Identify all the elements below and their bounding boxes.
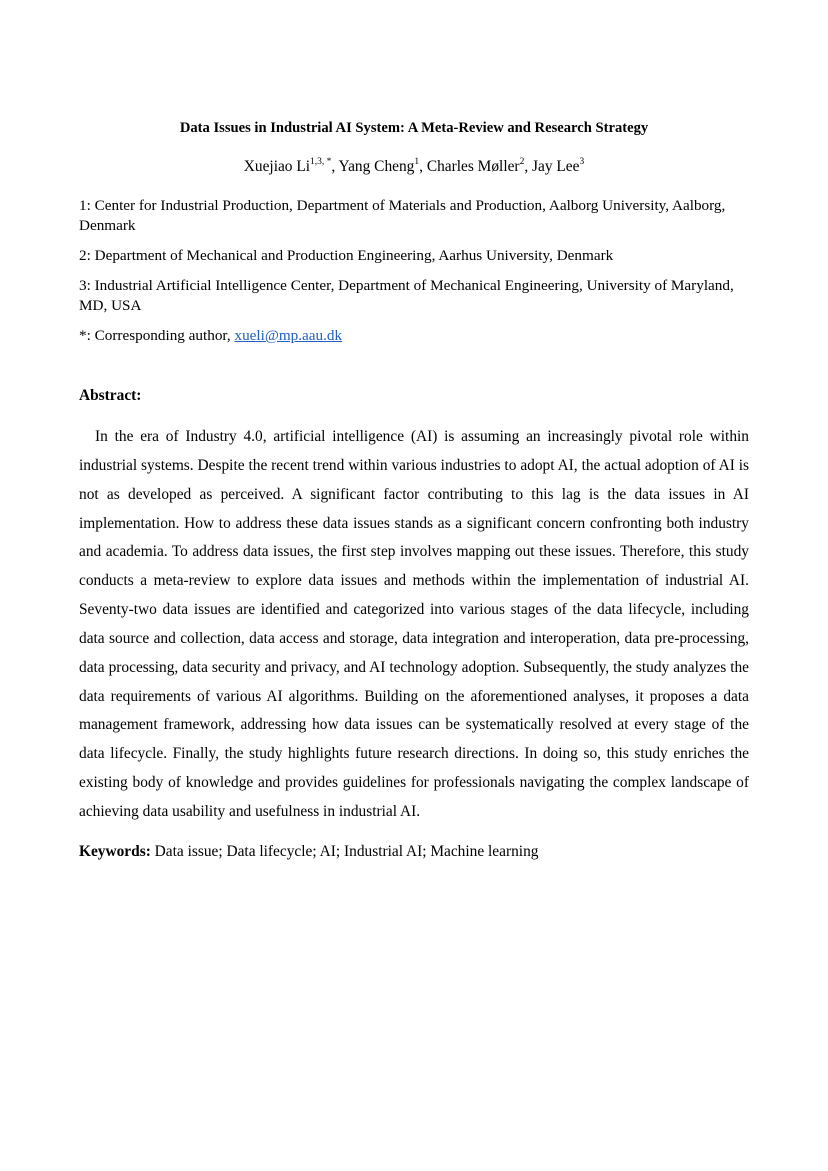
author-affiliation-marker: 3 xyxy=(579,156,585,167)
author-separator: , xyxy=(331,158,339,175)
corresponding-author-label: *: Corresponding author, xyxy=(79,327,235,344)
author-separator: , xyxy=(419,158,427,175)
author-name: Charles Møller xyxy=(426,158,520,175)
abstract-body: In the era of Industry 4.0, artificial intelligence (AI) is assuming an increasingly pivotal role within industrial systems. Despite the recent trend within various industries to adopt AI, the actual adoption of AI is not as developed as perceived. A significant factor contributing to this lag is the data issues in AI implementation. How to address these data issues stands as a significant concern confronting both industry and academia. To address data issues, the first step involves mapping out these issues. Therefore, this study conducts a meta-review to explore data issues and methods within the implementation of industrial AI. Seventy-two data issues are identified and categorized into various stages of the data lifecycle, including data source and collection, data access and storage, data integration and interoperation, data pre-processing, data processing, data security and privacy, and AI technology adoption. Subsequently, the study analyzes the data requirements of various AI algorithms. Building on the aforementioned analyses, it proposes a data management framework, addressing how data issues can be systematically resolved at every stage of the data lifecycle. Finally, the study highlights future research directions. In doing so, this study enriches the existing body of knowledge and provides guidelines for professionals navigating the complex landscape of achieving data usability and usefulness in industrial AI. xyxy=(79,428,749,820)
author-name: Yang Cheng xyxy=(338,158,415,175)
corresponding-email-link[interactable]: xueli@mp.aau.dk xyxy=(234,327,343,344)
affiliation-list xyxy=(79,196,749,346)
author-list xyxy=(79,157,749,177)
affiliation: 3: Industrial Artificial Intelligence Center, Department of Mechanical Engineering, University of Maryland, MD, USA xyxy=(79,277,734,314)
affiliation: 1: Center for Industrial Production, Department of Materials and Production, Aalborg University, Aalborg, Denmark xyxy=(79,197,726,234)
author-name: Xuejiao Li xyxy=(243,158,311,175)
author-separator: , xyxy=(524,158,533,175)
keywords-line xyxy=(79,842,749,862)
author-affiliation-marker: 1,3, * xyxy=(310,156,332,167)
paper-title: Data Issues in Industrial AI System: A Meta-Review and Research Strategy xyxy=(179,120,649,136)
abstract-heading: Abstract: xyxy=(79,387,142,404)
corresponding-author xyxy=(79,326,749,346)
affiliation: 2: Department of Mechanical and Production Engineering, Aarhus University, Denmark xyxy=(79,247,614,264)
keywords-text: Data issue; Data lifecycle; AI; Industrial AI; Machine learning xyxy=(150,842,539,860)
keywords-label: Keywords: xyxy=(79,842,151,860)
author-name: Jay Lee xyxy=(532,158,580,175)
author-affiliation-marker: 1 xyxy=(414,156,420,167)
author-affiliation-marker: 2 xyxy=(519,156,525,167)
paper-page xyxy=(79,118,749,862)
